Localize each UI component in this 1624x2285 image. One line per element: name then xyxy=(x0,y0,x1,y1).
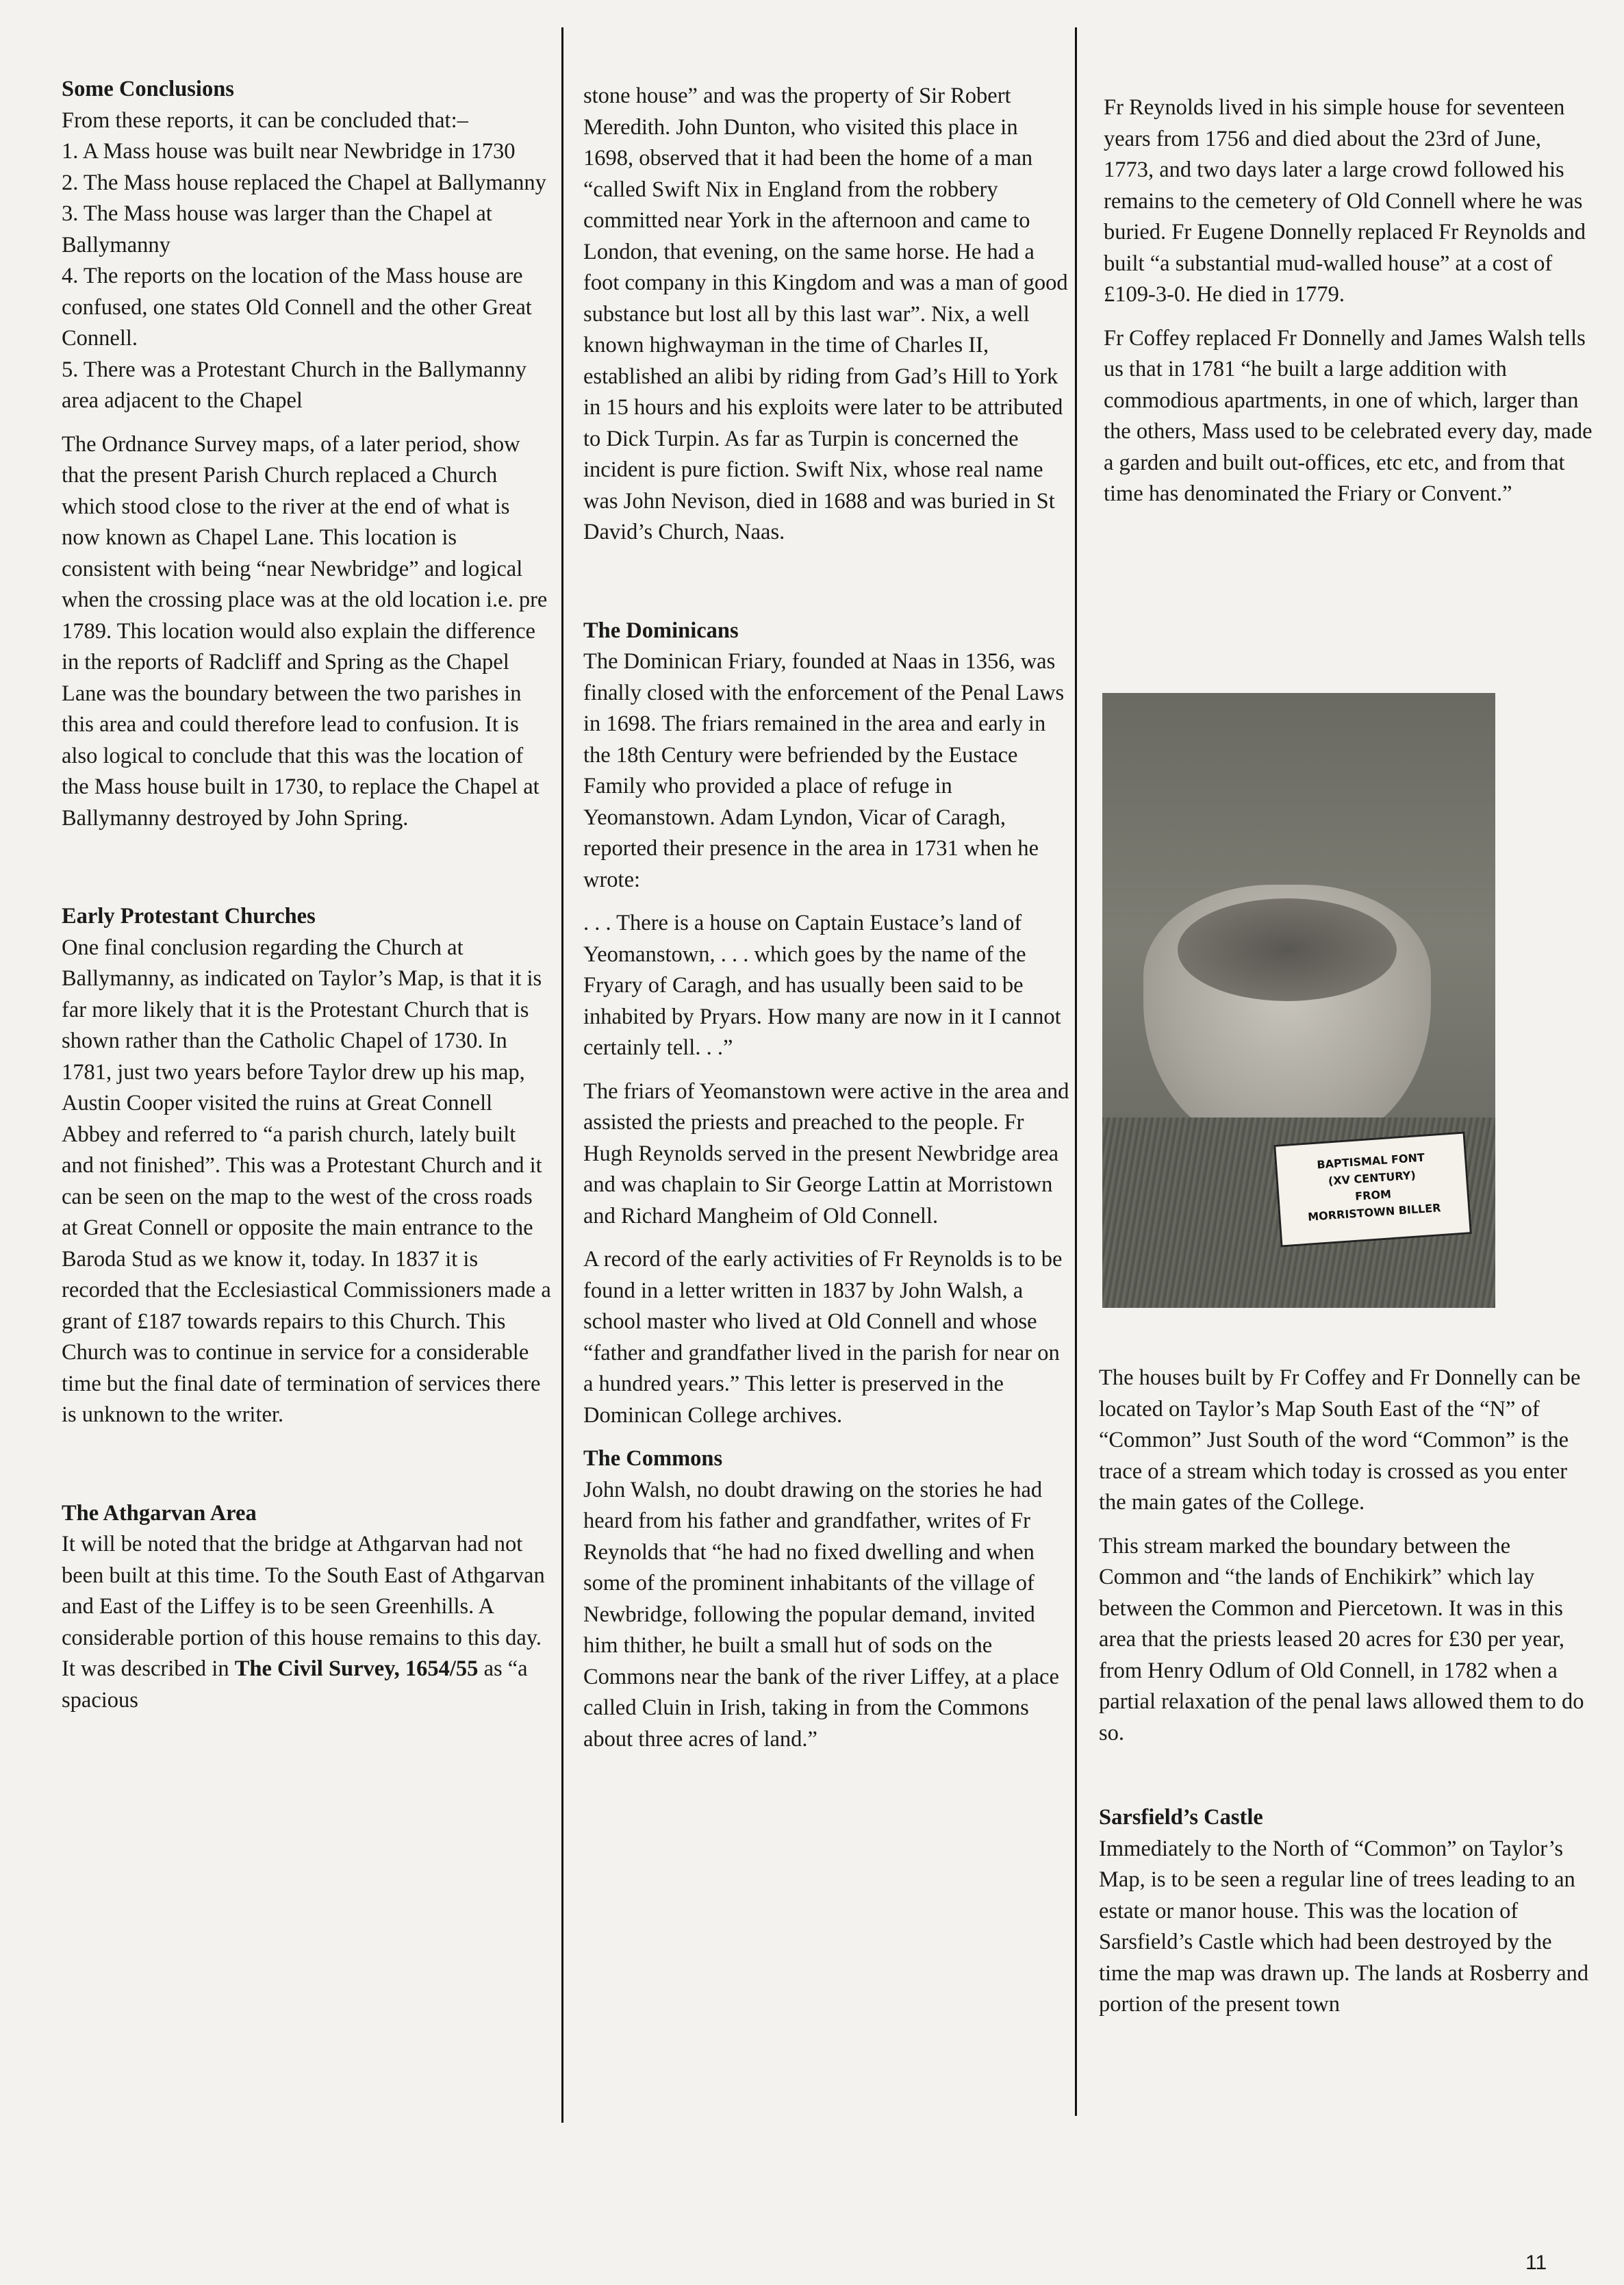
paragraph: The friars of Yeomanstown were active in the area and assisted the priests and preached to the people. Fr Hugh Reynolds served in the present Newbridge area and was chaplain to Sir George Lattin at Morristown and Richard Mangheim of Old Connell. xyxy=(583,1078,1069,1228)
column-3-top xyxy=(1104,92,1593,522)
paragraph: John Walsh, no doubt drawing on the stories he had heard from his father and grandfather, writes of Fr Reynolds that “he had no fixed dwelling and when some of the prominent inhabitants of the village of Newbridge, following the popular demand, invited him thither, he built a small hut of sods on the Commons near the bank of the river Liffey, at a place called Cluin in Irish, taking in from the Commons about three acres of land.” xyxy=(583,1477,1059,1752)
list-item: 5. There was a Protestant Church in the Ballymanny area adjacent to the Chapel xyxy=(62,357,527,413)
paragraph: The Dominican Friary, founded at Naas in 1356, was finally closed with the enforcement of the Penal Laws in 1698. The friars remained in the area and early in the 18th Century were befriended by the Eustace Family who provided a place of refuge in Yeomanstown. Adam Lyndon, Vicar of Caragh, reported their presence in the area in 1731 when he wrote: xyxy=(583,649,1065,892)
paragraph: Fr Reynolds lived in his simple house for seventeen years from 1756 and died about the 23rd of June, 1773, and two days later a large crowd followed his remains to the cemetery of Old Connell where he was buried. Fr Eugene Donnelly replaced Fr Reynolds and built “a substantial mud-walled house” at a cost of £109-3-0. He died in 1779. xyxy=(1104,95,1586,307)
paragraph: This stream marked the boundary between the Common and “the lands of Enchikirk” which lay between the Common and Piercetown. It was in this area that the priests leased 20 acres for £30 per year, from Henry Odlum of Old Connell, in 1782 when a partial relaxation of the penal laws allowed them to do so. xyxy=(1099,1533,1584,1745)
paragraph: The houses built by Fr Coffey and Fr Donnelly can be located on Taylor’s Map South East of the “N” of “Common” Just South of the word “Common” is the trace of a stream which today is crossed as you enter the main gates of the College. xyxy=(1099,1365,1581,1515)
paragraph xyxy=(62,1529,551,1716)
civil-survey-title: The Civil Survey, 1654/55 xyxy=(234,1656,479,1681)
quote: . . . There is a house on Captain Eustace’s land of Yeomanstown, . . . which goes by the name of the Fryary of Caragh, and has usually been said to be inhabited by Pryars. How many are now in it I cannot certainly tell. . .” xyxy=(583,911,1061,1060)
list-item: 4. The reports on the location of the Mass house are confused, one states Old Connell and the other Great Connell. xyxy=(62,264,532,351)
stone-font-basin xyxy=(1178,898,1397,1001)
text-run: It will be noted that the bridge at Athgarvan had not been built at this time. To the South East of Athgarvan and East of the Liffey is to be seen Greenhills. A considerable portion of this house remains to this day. It was described in xyxy=(62,1532,545,1681)
paragraph: Immediately to the North of “Common” on Taylor’s Map, is to be seen a regular line of trees leading to an estate or manor house. This was the location of Sarsfield’s Castle which had been destroyed by the time the map was drawn up. The lands at Rosberry and portion of the present town xyxy=(1099,1836,1589,2017)
plaque-line: (XV CENTURY) xyxy=(1328,1168,1417,1188)
heading-athgarvan-area: The Athgarvan Area xyxy=(62,1500,257,1526)
column-divider-left xyxy=(561,27,563,2123)
list-item: 1. A Mass house was built near Newbridge in 1730 xyxy=(62,139,516,164)
paragraph: The Ordnance Survey maps, of a later period, show that the present Parish Church replaced a Church which stood close to the river at the end of what is now known as Chapel Lane. This location is consistent with being “near Newbridge” and logical when the crossing place was at the old location i.e. pre 1789. This location would also explain the difference in the reports of Radcliff and Spring as the Chapel Lane was the boundary between the two parishes in this area and could therefore lead to confusion. It is also logical to conclude that this was the location of the Mass house built in 1730, to replace the Chapel at Ballymanny destroyed by John Spring. xyxy=(62,431,548,831)
heading-dominicans: The Dominicans xyxy=(583,618,739,643)
column-1 xyxy=(62,74,551,1728)
heading-some-conclusions: Some Conclusions xyxy=(62,77,234,101)
plaque-line: BAPTISMAL FONT xyxy=(1316,1150,1425,1172)
paragraph: Fr Coffey replaced Fr Donnelly and James Walsh tells us that in 1781 “he built a large addition with commodious apartments, in one of which, larger than the others, Mass used to be celebrated every day, made a garden and built out-offices, etc etc, and from that time has denominated the Friary or Convent.” xyxy=(1104,325,1593,506)
plaque-line: FROM xyxy=(1354,1187,1392,1203)
paragraph: One final conclusion regarding the Church at Ballymanny, as indicated on Taylor’s Map, is that it is far more likely that it is the Protestant Church that is shown rather than the Catholic Chapel of 1730. In 1781, just two years before Taylor drew up his map, Austin Cooper visited the ruins at Great Connell Abbey and referred to “a parish church, lately built and not finished”. This was a Protestant Church and it can be seen on the map to the west of the cross roads at Great Connell or opposite the main entrance to the Baroda Stud as we know it, today. In 1837 it is recorded that the Ecclesiastical Commissioners made a grant of £187 towards repairs to this Church. This Church was to continue in service for a considerable time but the final date of termination of services there is unknown to the writer. xyxy=(62,935,551,1427)
paragraph: stone house” and was the property of Sir Robert Meredith. John Dunton, who visited this place in 1698, observed that it had been the home of a man “called Swift Nix in England from the robbery committed near York in the afternoon and came to London, that evening, on the same horse. He had a foot company in this Kingdom and was a man of good substance but lost all by this last war”. Nix, a well known highwayman in the time of Charles II, established an alibi by riding from Gad’s Hill to York in 15 hours and his exploits were later to be attributed to Dick Turpin. As far as Turpin is concerned the incident is pure fiction. Swift Nix, whose real name was John Nevison, died in 1688 and was buried in St David’s Church, Naas. xyxy=(583,84,1068,544)
paragraph: From these reports, it can be concluded that:– xyxy=(62,108,468,133)
conclusions-list xyxy=(62,136,551,417)
heading-sarsfields-castle: Sarsfield’s Castle xyxy=(1099,1805,1263,1830)
page-number: 11 xyxy=(1525,2251,1547,2274)
list-item: 3. The Mass house was larger than the Chapel at Ballymanny xyxy=(62,201,492,257)
heading-early-protestant-churches: Early Protestant Churches xyxy=(62,904,316,929)
paragraph: A record of the early activities of Fr Reynolds is to be found in a letter written in 1837 by John Walsh, a school master who lived at Old Connell and whose “father and grandfather lived in the parish for near on a hundred years.” This letter is preserved in the Dominican College archives. xyxy=(583,1247,1063,1428)
baptismal-font-photo xyxy=(1102,693,1495,1308)
plaque-line: MORRISTOWN BILLER xyxy=(1307,1201,1442,1224)
column-2 xyxy=(583,81,1073,1767)
column-divider-right xyxy=(1075,27,1077,2116)
heading-commons: The Commons xyxy=(583,1446,723,1471)
text-run: as “a spacious xyxy=(62,1656,528,1713)
font-plaque xyxy=(1273,1131,1472,1247)
column-3-bottom xyxy=(1099,1363,1592,2033)
list-item: 2. The Mass house replaced the Chapel at Ballymanny xyxy=(62,170,546,195)
